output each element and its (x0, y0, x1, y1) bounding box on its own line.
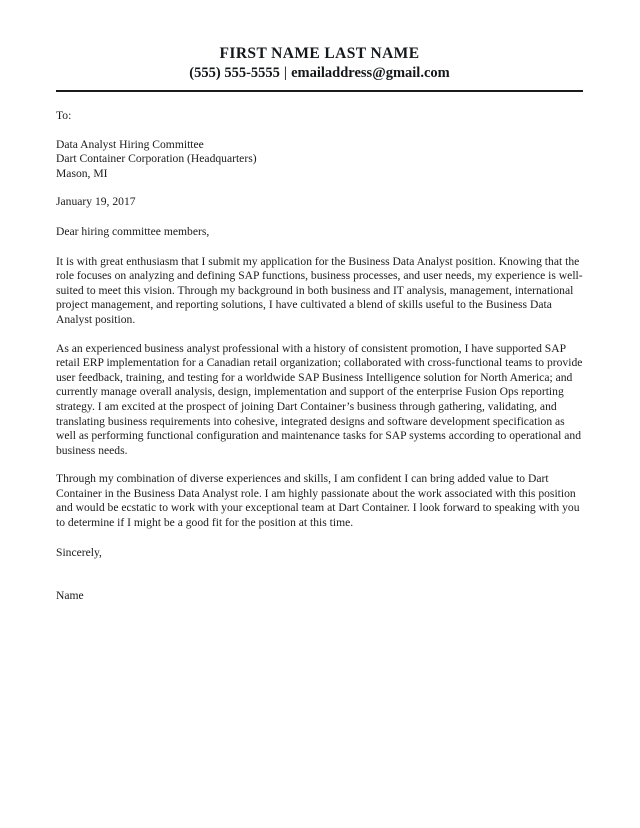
spacer (56, 328, 583, 342)
signature-name: Name (56, 589, 84, 603)
spacer (56, 181, 583, 195)
spacer (56, 124, 583, 138)
applicant-name: FIRST NAME LAST NAME (219, 45, 420, 62)
recipient-line-2: Dart Container Corporation (Headquarters) (56, 152, 257, 166)
signature-block (56, 589, 583, 604)
spacer (56, 531, 583, 546)
letterhead (56, 44, 583, 83)
salutation-text: Dear hiring committee members, (56, 224, 210, 238)
paragraph-2: As an experienced business analyst professional with a history of consistent promotion, I have supported SAP retail ERP implementation for a Canadian retail organization; collaborated with cross-functional teams to provide user feedback, training, and testing for a worldwide SAP Business Intelligence solution for North America; and currently manage overall analysis, design, implementation and support of the enterprise Fusion Ops reporting strategy. I am excited at the prospect of joining Dart Container’s business through gathering, validating, and translating business requirements into cohesive, integrated designs and software development specification as well as performing functional configuration and maintenance tasks for SAP systems according to operational and business needs. (56, 341, 583, 457)
letter-date (56, 195, 583, 210)
spacer (56, 210, 583, 225)
contact-separator: | (283, 65, 288, 81)
paragraph-1: It is with great enthusiasm that I submit my application for the Business Data Analyst position. Knowing that the role focuses on analyzing and defining SAP functions, business processes, and user needs, my experience is well-suited to meet this vision. Through my background in both business and IT analysis, management, international project management, and reporting solutions, I have cultivated a blend of skills useful to the Business Data Analyst position. (56, 254, 583, 326)
recipient-address (56, 138, 583, 182)
salutation (56, 225, 583, 240)
spacer (56, 575, 583, 589)
to-label: To: (56, 109, 72, 122)
spacer (56, 240, 583, 255)
spacer (56, 458, 583, 472)
closing-text: Sincerely, (56, 545, 102, 559)
letter-content (56, 109, 583, 604)
recipient-line-3: Mason, MI (56, 166, 108, 180)
date-text: January 19, 2017 (56, 195, 136, 209)
closing-block (56, 546, 583, 561)
email-address[interactable]: emailaddress@gmail.com (291, 65, 450, 81)
paragraph-3: Through my combination of diverse experiences and skills, I am confident I can bring added value to Dart Container in the Business Data Analyst role. I am highly passionate about the work associated with this position and would be ecstatic to work with your exceptional team at Dart Container. I look forward to speaking with you to determine if I might be a good fit for the position at this time. (56, 472, 580, 530)
spacer (56, 560, 583, 575)
to-block (56, 109, 583, 124)
header-divider (56, 90, 583, 92)
contact-line (56, 64, 583, 83)
recipient-line-1: Data Analyst Hiring Committee (56, 137, 204, 151)
cover-letter-body (56, 44, 583, 604)
phone-number: (555) 555-5555 (189, 65, 280, 81)
